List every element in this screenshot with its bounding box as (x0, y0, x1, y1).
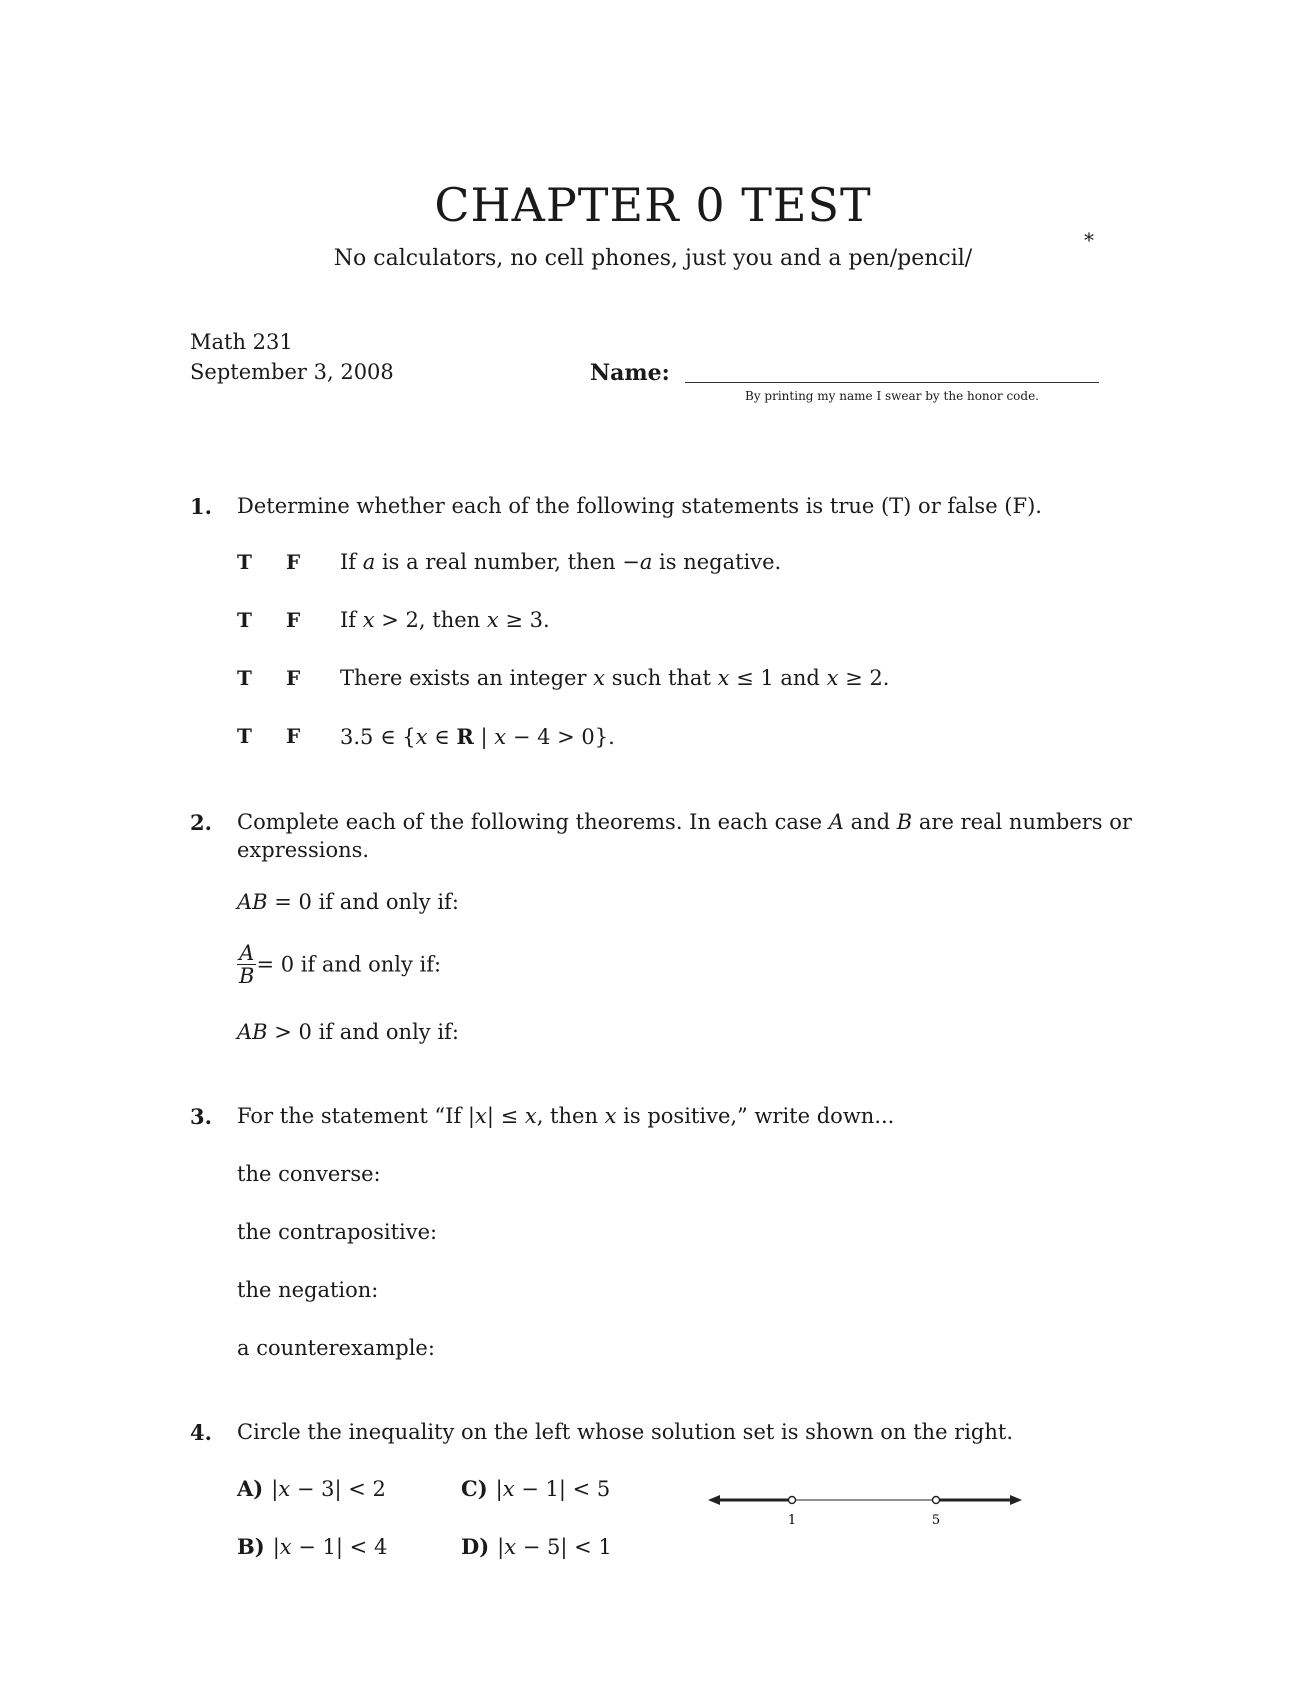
question-1-number: 1. (190, 494, 212, 519)
question-3-prompt: For the statement “If |x| ≤ x, then x is positive,” write down... (237, 1104, 895, 1128)
right-arrow-icon (1010, 1495, 1022, 1505)
point-label-5: 5 (931, 1513, 941, 1528)
question-2-number: 2. (190, 810, 212, 835)
name-blank-line (685, 382, 1099, 383)
false-option: F (286, 666, 301, 690)
question-3-number: 3. (190, 1104, 212, 1129)
theorem-quotient-zero: $\frac{A}{B}$ = 0 if and only if: (239, 941, 442, 989)
question-2-prompt: Complete each of the following theorems. In each case A and B are real numbers or (237, 810, 1132, 834)
true-option: T (237, 608, 252, 632)
test-subtitle: No calculators, no cell phones, just you and a pen/pencil/ (333, 246, 973, 271)
course-label: Math 231 (190, 330, 293, 354)
option-b[interactable]: B) |x − 1| < 4 (237, 1534, 388, 1559)
name-label: Name: (590, 360, 670, 386)
question-4-number: 4. (190, 1420, 212, 1445)
number-line (700, 1480, 1040, 1540)
question-4-prompt: Circle the inequality on the left whose solution set is shown on the right. (237, 1420, 1014, 1444)
option-c[interactable]: C) |x − 1| < 5 (461, 1476, 611, 1501)
true-option: T (237, 550, 252, 574)
counterexample-label: a counterexample: (237, 1336, 435, 1360)
option-a[interactable]: A) |x − 3| < 2 (237, 1476, 386, 1501)
true-option: T (237, 666, 252, 690)
converse-label: the converse: (237, 1162, 381, 1186)
left-arrow-icon (708, 1495, 720, 1505)
negation-label: the negation: (237, 1278, 379, 1302)
false-option: F (286, 608, 301, 632)
statement-3: There exists an integer x such that x ≤ 1 and x ≥ 2. (340, 666, 890, 690)
test-title: CHAPTER 0 TEST (434, 178, 872, 232)
false-option: F (286, 550, 301, 574)
footnote-mark: * (1084, 228, 1094, 252)
question-2-prompt-cont: expressions. (237, 838, 370, 862)
test-date: September 3, 2008 (190, 360, 394, 384)
theorem-product-zero: AB = 0 if and only if: (237, 890, 459, 914)
statement-1: If a is a real number, then −a is negative. (340, 550, 782, 574)
fraction-a-over-b: $\frac{A}{B}$ (239, 941, 255, 989)
open-point-5 (933, 1497, 940, 1504)
point-label-1: 1 (787, 1513, 797, 1528)
open-point-1 (789, 1497, 796, 1504)
honor-code-note: By printing my name I swear by the honor code. (745, 389, 1039, 403)
option-d[interactable]: D) |x − 5| < 1 (461, 1534, 612, 1559)
question-1-prompt: Determine whether each of the following statements is true (T) or false (F). (237, 494, 1042, 518)
contrapositive-label: the contrapositive: (237, 1220, 438, 1244)
theorem-product-positive: AB > 0 if and only if: (237, 1020, 459, 1044)
false-option: F (286, 724, 301, 748)
true-option: T (237, 724, 252, 748)
statement-2: If x > 2, then x ≥ 3. (340, 608, 550, 632)
statement-4: 3.5 ∈ {x ∈ R | x − 4 > 0}. (340, 724, 615, 749)
